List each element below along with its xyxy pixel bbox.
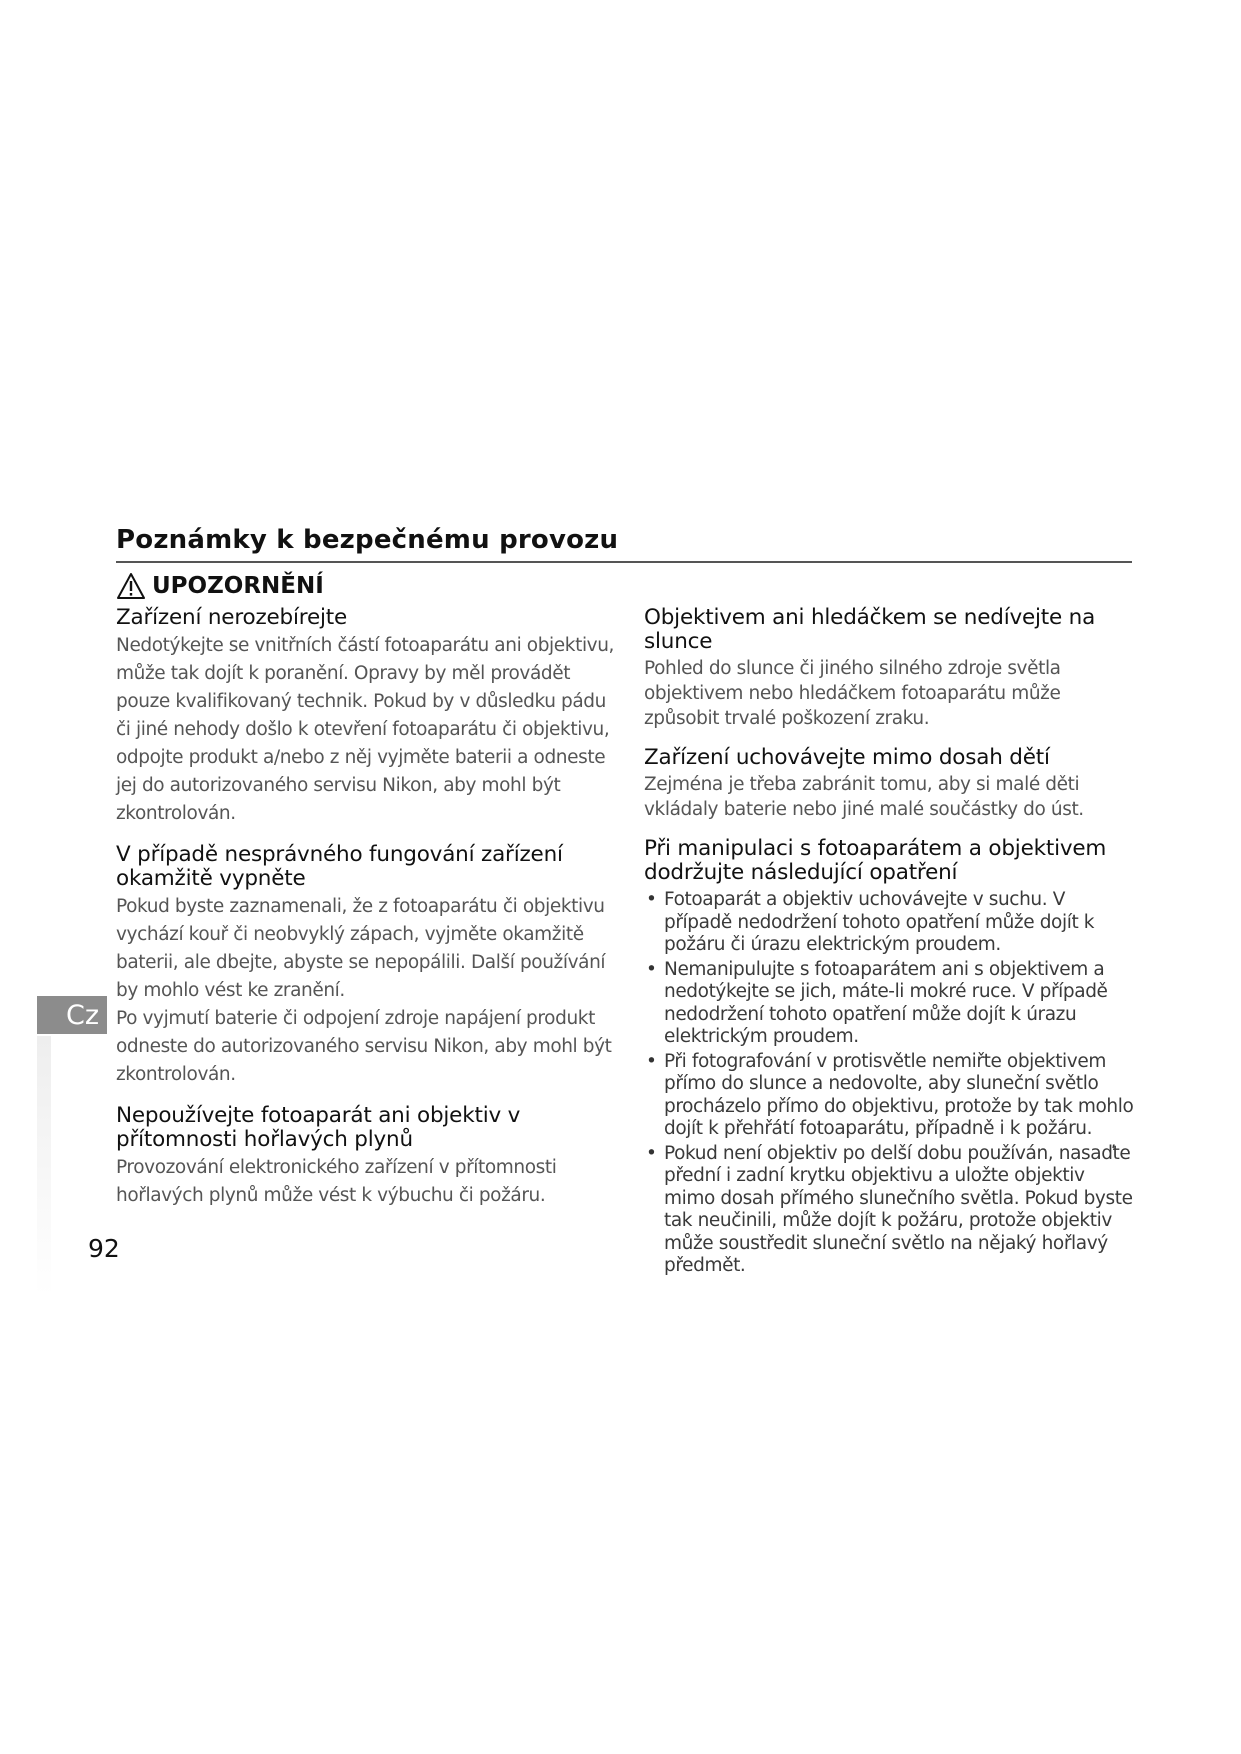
warning-triangle-icon	[116, 572, 146, 600]
section-heading: Objektivem ani hledáčkem se nedívejte na slunce	[644, 605, 1096, 654]
section-body: Pohled do slunce či jiného silného zdroje světla objektivem nebo hledáčkem fotoaparátu může způsobit trvalé poškození zraku.	[644, 658, 1061, 729]
list-item: • Pokud není objektiv po delší dobu používán, nasaďte přední i zadní krytku objektivu a uložte objektiv mimo dosah přímého slunečního světla. Pokud byste tak neučinili, může dojít k požáru, protože objektiv může soustředit sluneční světlo na nějaký hořlavý předmět.	[644, 1143, 1134, 1278]
warning-label: UPOZORNĚNÍ	[152, 573, 324, 599]
page-title: Poznámky k bezpečnému provozu	[116, 525, 619, 555]
title-rule	[116, 561, 1132, 563]
section-turn-off-on-malfunction	[116, 843, 616, 1089]
section-heading: Nepoužívejte fotoaparát ani objektiv v přítomnosti hořlavých plynů	[116, 1103, 521, 1152]
page-number: 92	[88, 1234, 120, 1263]
section-body: Pokud byste zaznamenali, že z fotoaparátu či objektivu vychází kouř či neobvyklý zápach, vyjměte okamžitě baterii, ale dbejte, abyste se nepopálili. Další používání by mohlo vést ke zranění.	[116, 896, 606, 1001]
warning-heading	[116, 572, 324, 600]
precaution-list	[644, 889, 1134, 1278]
section-body: Zejména je třeba zabránit tomu, aby si malé děti vkládaly baterie nebo jiné malé součástky do úst.	[644, 774, 1084, 820]
language-tab-label: Cz	[65, 999, 99, 1031]
right-column	[644, 606, 1134, 1293]
section-do-not-disassemble	[116, 606, 616, 828]
language-tab	[37, 996, 107, 1034]
section-heading: Zařízení nerozebírejte	[116, 605, 347, 630]
margin-decoration	[37, 1036, 51, 1296]
section-body: Po vyjmutí baterie či odpojení zdroje napájení produkt odneste do autorizovaného servisu Nikon, aby mohl být zkontrolován.	[116, 1008, 612, 1085]
list-item: • Fotoaparát a objektiv uchovávejte v suchu. V případě nedodržení tohoto opatření může dojít k požáru či úrazu elektrickým proudem.	[644, 889, 1134, 957]
section-body: Nedotýkejte se vnitřních částí fotoaparátu ani objektivu, může tak dojít k poranění. Opravy by měl provádět pouze kvalifikovaný technik. Pokud by v důsledku pádu či jiné nehody došlo k otevření fotoaparátu či objektivu, odpojte produkt a/nebo z něj vyjměte baterii a odneste jej do autorizovaného servisu Nikon, aby mohl být zkontrolován.	[116, 635, 615, 824]
list-item: • Nemanipulujte s fotoaparátem ani s objektivem a nedotýkejte se jich, máte-li mokré ruce. V případě nedodržení tohoto opatření může dojít k úrazu elektrickým proudem.	[644, 959, 1134, 1049]
section-heading: V případě nesprávného fungování zařízení okamžitě vypněte	[116, 842, 563, 891]
section-keep-from-children	[644, 746, 1134, 822]
section-do-not-look-at-sun	[644, 606, 1134, 731]
section-body: Provozování elektronického zařízení v přítomnosti hořlavých plynů může vést k výbuchu či požáru.	[116, 1157, 557, 1206]
section-heading: Zařízení uchovávejte mimo dosah dětí	[644, 745, 1050, 770]
section-handling-precautions	[644, 837, 1134, 1278]
list-item: • Při fotografování v protisvětle nemiřte objektivem přímo do slunce a nedovolte, aby sluneční světlo procházelo přímo do objektivu, protože by tak mohlo dojít k přehřátí fotoaparátu, případně i k požáru.	[644, 1051, 1134, 1141]
section-flammable-gas	[116, 1104, 616, 1210]
section-heading: Při manipulaci s fotoaparátem a objektivem dodržujte následující opatření	[644, 836, 1107, 885]
left-column	[116, 606, 616, 1225]
